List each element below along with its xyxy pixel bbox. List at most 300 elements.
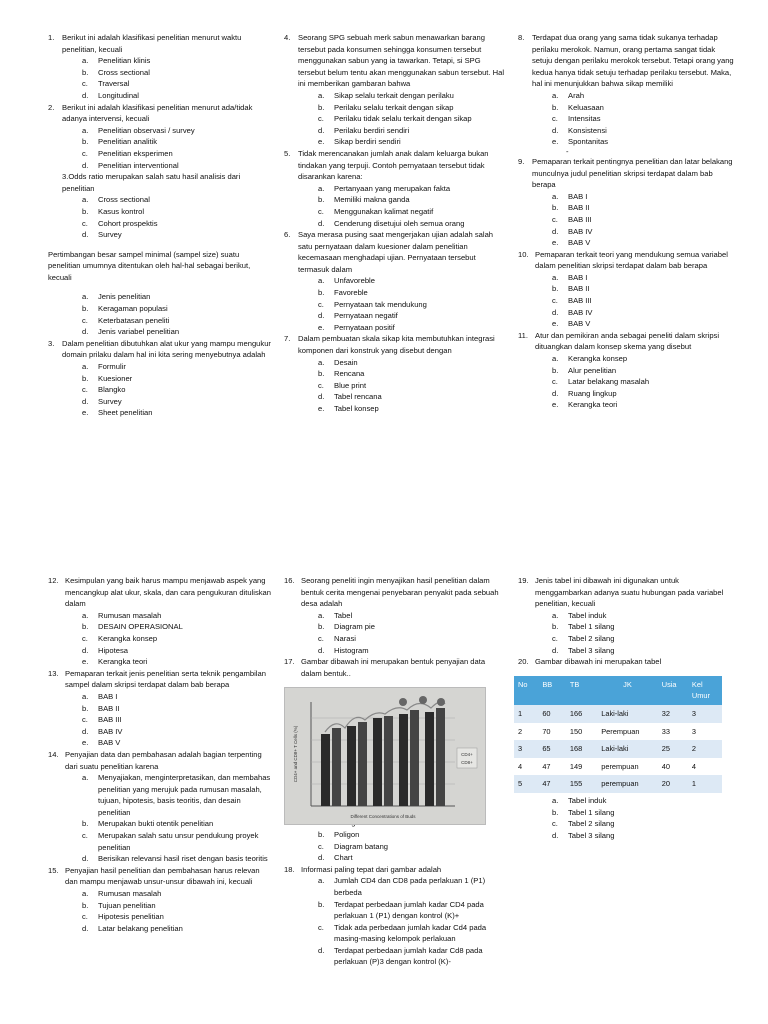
option-text: DESAIN OPERASIONAL	[98, 622, 183, 632]
question-text: Pemaparan terkait pentingnya penelitian dan latar belakang munculnya judul penelitian skripsi terdapat dalam bab berapa	[532, 156, 733, 190]
answer-option	[318, 206, 506, 218]
option-list	[82, 291, 273, 337]
option-text: Merupakan bukti otentik penelitian	[98, 819, 214, 829]
option-letter: c.	[318, 299, 324, 309]
option-letter: e.	[552, 400, 559, 410]
option-text: Keragaman populasi	[98, 304, 168, 314]
answer-option	[318, 403, 506, 415]
option-text: BAB II	[568, 203, 590, 213]
option-list	[318, 610, 506, 656]
option-letter: e.	[82, 657, 89, 667]
option-text: Cohort prospektis	[98, 218, 158, 228]
option-letter: b.	[552, 622, 559, 632]
option-text: BAB I	[568, 272, 588, 282]
option-letter: c.	[82, 831, 88, 841]
question-8	[518, 32, 736, 148]
legend-cd8: CD8+	[461, 760, 473, 766]
option-text: Latar belakang masalah	[568, 377, 650, 387]
answer-option	[552, 621, 736, 633]
option-text: Pernyataan positif	[334, 322, 395, 332]
question-text: Kesimpulan yang baik harus mampu menjawab aspek yang mencangkup alat ukur, skala, dan cara pengukuran dituliskan dalam	[65, 576, 272, 609]
table-row	[514, 775, 722, 793]
option-text: Rumusan masalah	[98, 889, 162, 899]
answer-option	[82, 407, 273, 419]
option-text: Kerangka konsep	[98, 633, 158, 643]
option-text: Sikap selalu terkait dengan perilaku	[334, 90, 454, 100]
option-text: Tabel induk	[568, 610, 607, 620]
question-17	[284, 656, 506, 864]
option-letter: d.	[82, 923, 89, 933]
option-text: Rumusan masalah	[98, 610, 162, 620]
option-letter: b.	[318, 288, 325, 298]
option-letter: a.	[82, 125, 89, 135]
answer-option	[552, 283, 736, 295]
answer-option	[552, 237, 736, 249]
answer-option	[82, 633, 273, 645]
answer-option	[82, 703, 273, 715]
answer-option	[552, 214, 736, 226]
answer-option	[82, 656, 273, 668]
option-text: Menggunakan kalimat negatif	[334, 206, 434, 216]
option-text: Merupakan salah satu unsur pendukung proyek penelitian	[98, 831, 259, 852]
question-number: 10.	[518, 249, 529, 259]
answer-option	[82, 90, 273, 102]
question-text: Dalam penelitian dibutuhkan alat ukur yang mampu mengukur domain prilaku dalam hal ini kita sering menyebutnya adalah	[62, 338, 271, 360]
option-letter: a.	[318, 183, 325, 193]
answer-option	[318, 852, 506, 864]
option-letter: c.	[318, 114, 324, 124]
answer-option	[318, 113, 506, 125]
option-text: Cross sectional	[98, 67, 150, 77]
table-cell: Perempuan	[597, 723, 658, 741]
answer-option	[318, 183, 506, 195]
option-text: Hipotesa	[98, 645, 128, 655]
option-text: Desain	[334, 357, 358, 367]
option-letter: a.	[82, 773, 89, 783]
table-cell: 166	[566, 705, 597, 723]
table-cell: 4	[514, 758, 538, 776]
option-letter: c.	[552, 214, 558, 224]
option-letter: b.	[552, 102, 559, 112]
option-letter: b.	[318, 369, 325, 379]
option-letter: c.	[552, 633, 558, 643]
option-text: Kerangka konsep	[568, 354, 628, 364]
answer-option	[82, 691, 273, 703]
answer-option	[552, 191, 736, 203]
option-letter: a.	[318, 276, 325, 286]
option-letter: b.	[82, 900, 89, 910]
table-header-cell: TB	[566, 676, 597, 705]
answer-option	[82, 125, 273, 137]
answer-option	[82, 326, 273, 338]
answer-option	[318, 645, 506, 657]
option-list	[552, 272, 736, 330]
option-letter: e.	[552, 137, 559, 147]
answer-option	[552, 365, 736, 377]
question-text: Informasi paling tepat dari gambar adalah	[301, 864, 442, 874]
option-letter: d.	[318, 311, 325, 321]
option-text: Keluasaan	[568, 102, 604, 112]
table-cell: 149	[566, 758, 597, 776]
answer-option	[82, 373, 273, 385]
bottom-column-2	[284, 575, 506, 968]
question-number: 20.	[518, 657, 529, 667]
answer-option	[82, 55, 273, 67]
option-letter: c.	[552, 296, 558, 306]
option-letter: a.	[552, 795, 559, 805]
option-text: Tabel 3 silang	[568, 830, 615, 840]
question-number: 15.	[48, 865, 59, 875]
answer-option	[82, 911, 273, 923]
option-letter: a.	[552, 610, 559, 620]
question-text: Berikut ini adalah klasifikasi penelitian menurut ada/tidak adanya intervensi, kecuali	[62, 102, 253, 124]
table-cell: 3	[514, 740, 538, 758]
question-number: 1.	[48, 33, 55, 42]
answer-option	[318, 368, 506, 380]
table-header-cell: Kel Umur	[688, 676, 722, 705]
table-cell: 150	[566, 723, 597, 741]
answer-option	[318, 218, 506, 230]
option-letter: a.	[82, 889, 89, 899]
option-letter: a.	[82, 362, 89, 372]
question-text: Berikut ini adalah klasifikasi penelitian menurut waktu penelitian, kecuali	[62, 33, 242, 54]
answer-option	[552, 102, 736, 114]
option-text: Survey	[98, 230, 122, 240]
question-12	[48, 575, 273, 668]
option-list	[82, 194, 273, 240]
option-text: Tabel 2 silang	[568, 819, 615, 829]
answer-option	[552, 610, 736, 622]
answer-option	[552, 633, 736, 645]
option-letter: a.	[82, 610, 89, 620]
option-letter: e.	[318, 322, 325, 332]
table-cell: 47	[538, 775, 566, 793]
table-cell: 4	[688, 758, 722, 776]
answer-option	[552, 125, 736, 137]
option-text: Poligon	[334, 829, 360, 839]
answer-option	[82, 610, 273, 622]
option-text: Sheet penelitian	[98, 408, 153, 418]
question-16	[284, 575, 506, 656]
table-row	[514, 705, 722, 723]
option-letter: a.	[82, 292, 89, 302]
answer-option	[318, 380, 506, 392]
question-number: 17.	[284, 657, 295, 667]
answer-option	[552, 113, 736, 125]
question-text: Penyajian hasil penelitian dan pembahasan harus relevan dan mampu menjawab unsur-unsur dibawah ini, kecuali	[65, 865, 260, 887]
answer-option	[82, 853, 273, 865]
table-cell: 20	[658, 775, 688, 793]
answer-option	[318, 391, 506, 403]
option-letter: b.	[82, 137, 89, 147]
question-number: 2.	[48, 102, 55, 112]
question-text: Terdapat dua orang yang sama tidak sukanya terhadap perilaku merokok. Namun, orang pertama sangat tidak setuju dengan perilaku merokok tersebut. Tetapi orang yang kedua hanya tidak setuju terhadap perilaku tersebut. Maka, hal ini menunjukkan bahwa sikap memiliki	[532, 33, 734, 89]
question-6	[284, 229, 506, 333]
answer-option	[552, 795, 736, 807]
option-text: Tabel 3 silang	[568, 645, 615, 655]
answer-option	[318, 357, 506, 369]
option-text: Blue print	[334, 380, 367, 390]
option-letter: b.	[552, 807, 559, 817]
option-letter: c.	[552, 377, 558, 387]
answer-option	[318, 610, 506, 622]
table-header-cell: BB	[538, 676, 566, 705]
question-15	[48, 865, 273, 935]
question-5	[284, 148, 506, 229]
option-text: Jenis variabel penelitian	[98, 327, 180, 337]
table-cell: 168	[566, 740, 597, 758]
option-letter: e.	[82, 408, 89, 418]
option-text: BAB III	[568, 214, 592, 224]
question-text: Dalam pembuatan skala sikap kita membutuhkan integrasi komponen dari konstruk yang disebut dengan	[298, 334, 495, 356]
option-text: Terdapat perbedaan jumlah kadar Cd8 pada perlakuan (P)3 dengan kontrol (K)-	[334, 945, 483, 967]
table-row	[514, 740, 722, 758]
option-text: Pernyataan negatif	[334, 311, 398, 321]
option-letter: b.	[82, 206, 89, 216]
question-number: 19.	[518, 576, 529, 585]
option-letter: b.	[318, 622, 325, 632]
question-text: Tidak merencanakan jumlah anak dalam keluarga bukan tindakan yang terpuji. Contoh pernyataan tersebut tidak disarankan karena:	[298, 148, 489, 182]
option-letter: a.	[318, 357, 325, 367]
option-letter: a.	[82, 691, 89, 701]
question-1	[48, 32, 273, 102]
answer-option	[552, 226, 736, 238]
answer-option	[552, 807, 736, 819]
answer-option	[552, 353, 736, 365]
option-letter: c.	[82, 148, 88, 158]
option-text: Alur penelitian	[568, 365, 617, 375]
option-letter: c.	[82, 315, 88, 325]
answer-option	[82, 888, 273, 900]
answer-option	[82, 621, 273, 633]
option-letter: e.	[318, 137, 325, 147]
table-body	[514, 705, 722, 793]
option-letter: b.	[318, 829, 325, 839]
option-list	[318, 183, 506, 229]
option-text: Penelitian klinis	[98, 56, 151, 66]
option-letter: d.	[82, 726, 89, 736]
answer-option	[552, 90, 736, 102]
option-letter: d.	[82, 396, 89, 406]
question-number: 5.	[284, 148, 291, 158]
dash-mark: -	[566, 146, 569, 156]
option-text: Hipotesis penelitian	[98, 912, 164, 922]
table-cell: Laki-laki	[597, 740, 658, 758]
option-text: Unfavoreble	[334, 276, 375, 286]
option-letter: b.	[318, 102, 325, 112]
option-letter: c.	[318, 206, 324, 216]
option-text: Perilaku berdiri sendiri	[334, 125, 410, 135]
answer-option	[82, 303, 273, 315]
table-row	[514, 758, 722, 776]
answer-option	[552, 272, 736, 284]
table-header-cell: No	[514, 676, 538, 705]
table-cell: 32	[658, 705, 688, 723]
answer-option	[82, 923, 273, 935]
option-text: Penelitian analitik	[98, 137, 158, 147]
answer-option	[82, 160, 273, 172]
option-text: BAB V	[568, 238, 591, 248]
option-text: Tujuan penelitian	[98, 900, 156, 910]
table-cell: 70	[538, 723, 566, 741]
option-letter: d.	[82, 327, 89, 337]
table-row	[514, 723, 722, 741]
data-table	[514, 676, 722, 793]
answer-option	[318, 922, 506, 945]
option-letter: c.	[318, 633, 324, 643]
option-letter: a.	[552, 272, 559, 282]
option-letter: a.	[82, 56, 89, 66]
question-text: Seorang peneliti ingin menyajikan hasil penelitian dalam bentuk cerita mengenai penyebaran penyakit pada sebuah desa adalah	[301, 576, 499, 609]
table-cell: 2	[688, 740, 722, 758]
question-number: 12.	[48, 576, 59, 585]
option-letter: b.	[318, 899, 325, 909]
question-text: Jenis tabel ini dibawah ini digunakan untuk menggambarkan adanya suatu hubungan pada variabel penelitian, kecuali	[535, 576, 724, 609]
option-list	[82, 125, 273, 171]
answer-option	[318, 125, 506, 137]
option-letter: b.	[82, 703, 89, 713]
option-letter: d.	[318, 853, 325, 863]
option-letter: a.	[552, 90, 559, 100]
option-text: Memiliki makna ganda	[334, 195, 410, 205]
option-text: Penelitian interventional	[98, 160, 179, 170]
option-letter: b.	[552, 365, 559, 375]
option-letter: a.	[82, 195, 89, 205]
option-list	[82, 772, 273, 865]
question-text: Gambar dibawah ini merupakan tabel	[535, 657, 662, 667]
option-letter: d.	[318, 645, 325, 655]
bar-chart-figure	[285, 688, 485, 824]
answer-option	[318, 310, 506, 322]
option-text: Tabel induk	[568, 795, 607, 805]
answer-option	[552, 307, 736, 319]
option-text: BAB IV	[568, 307, 593, 317]
option-text: BAB III	[98, 715, 122, 725]
option-letter: d.	[82, 645, 89, 655]
answer-option	[318, 633, 506, 645]
answer-option	[552, 645, 736, 657]
option-text: Tabel 2 silang	[568, 633, 615, 643]
question-11	[518, 330, 736, 411]
answer-option	[552, 202, 736, 214]
option-text: Penelitian eksperimen	[98, 148, 173, 158]
top-column-3	[518, 32, 736, 411]
question-number: 6.	[284, 230, 291, 240]
option-letter: e.	[82, 738, 89, 748]
question-text: Atur dan pemikiran anda sebagai peneliti dalam skripsi dituangkan dalam konsep skema yang disebut	[535, 330, 720, 352]
option-letter: a.	[552, 354, 559, 364]
option-text: Konsistensi	[568, 125, 607, 135]
answer-option	[82, 136, 273, 148]
answer-option	[552, 818, 736, 830]
table-cell: 3	[688, 705, 722, 723]
answer-option	[82, 830, 273, 853]
question-number: 14.	[48, 749, 59, 759]
option-letter: d.	[552, 125, 559, 135]
option-letter: e.	[318, 404, 325, 413]
question-20	[518, 656, 736, 668]
question-9	[518, 156, 736, 249]
table-cell: 3	[688, 723, 722, 741]
option-text: Diagram batang	[334, 841, 389, 851]
question-4	[284, 32, 506, 148]
option-letter: c.	[552, 819, 558, 829]
option-list	[82, 610, 273, 668]
answer-option	[552, 136, 736, 148]
option-text: Kasus kontrol	[98, 206, 145, 216]
option-text: BAB I	[98, 691, 118, 701]
option-letter: a.	[318, 876, 325, 886]
option-list	[82, 55, 273, 101]
answer-option	[318, 275, 506, 287]
answer-option	[318, 945, 506, 968]
question-3-odds-ratio	[48, 171, 273, 241]
top-column-2	[284, 32, 506, 415]
option-letter: a.	[318, 90, 325, 100]
option-text: Tabel konsep	[334, 404, 379, 413]
option-text: Berisikan relevansi hasil riset dengan basis teoritis	[98, 854, 268, 864]
option-text: Latar belakang penelitian	[98, 923, 183, 933]
option-letter: c.	[318, 841, 324, 851]
option-letter: e.	[552, 319, 559, 329]
question-number: 11.	[518, 330, 528, 340]
option-text: Perilaku tidak selalu terkait dengan sikap	[334, 114, 472, 124]
question-13	[48, 668, 273, 749]
x-axis-caption: Different Concentrations of Buds	[350, 814, 416, 820]
answer-option	[82, 361, 273, 373]
option-text: Kuesioner	[98, 373, 133, 383]
legend-cd4: CD4+	[461, 752, 473, 758]
answer-option	[82, 315, 273, 327]
option-text: BAB I	[568, 191, 588, 201]
option-list	[318, 275, 506, 333]
option-list	[318, 875, 506, 968]
option-letter: d.	[318, 945, 325, 955]
option-list	[552, 795, 736, 841]
option-list	[552, 90, 736, 148]
option-text: Survey	[98, 396, 122, 406]
option-text: Kerangka teori	[98, 657, 148, 667]
question-18	[284, 864, 506, 968]
answer-option	[82, 396, 273, 408]
option-letter: d.	[318, 392, 325, 402]
option-text: BAB II	[568, 284, 590, 294]
option-text: Formulir	[98, 362, 126, 372]
option-list	[552, 353, 736, 411]
answer-option	[318, 136, 506, 148]
option-text: Diagram pie	[334, 622, 375, 632]
option-text: BAB II	[98, 703, 120, 713]
option-text: BAB V	[98, 738, 121, 748]
answer-option	[318, 621, 506, 633]
top-column-1	[48, 32, 273, 419]
question-number: 16.	[284, 576, 295, 585]
answer-option	[82, 206, 273, 218]
question-number: 3.	[48, 338, 55, 348]
option-text: Rencana	[334, 369, 365, 379]
option-text: Penelitian observasi / survey	[98, 125, 195, 135]
option-list	[318, 357, 506, 415]
option-text: Sikap berdiri sendiri	[334, 137, 401, 147]
option-letter: b.	[82, 373, 89, 383]
option-text: Spontanitas	[568, 137, 609, 147]
option-text: Tabel rencana	[334, 392, 382, 402]
option-text: Traversal	[98, 79, 130, 89]
answer-option	[318, 299, 506, 311]
option-text: Longitudinal	[98, 90, 139, 100]
question-text: Saya merasa pusing saat mengerjakan ujian adalah salah satu pernyataan dalam kuesioner dalam penelitian kecemasaan menghadapi ujian. Pernyataan tersebut termasuk dalam	[298, 230, 494, 274]
option-text: Tabel 1 silang	[568, 807, 615, 817]
